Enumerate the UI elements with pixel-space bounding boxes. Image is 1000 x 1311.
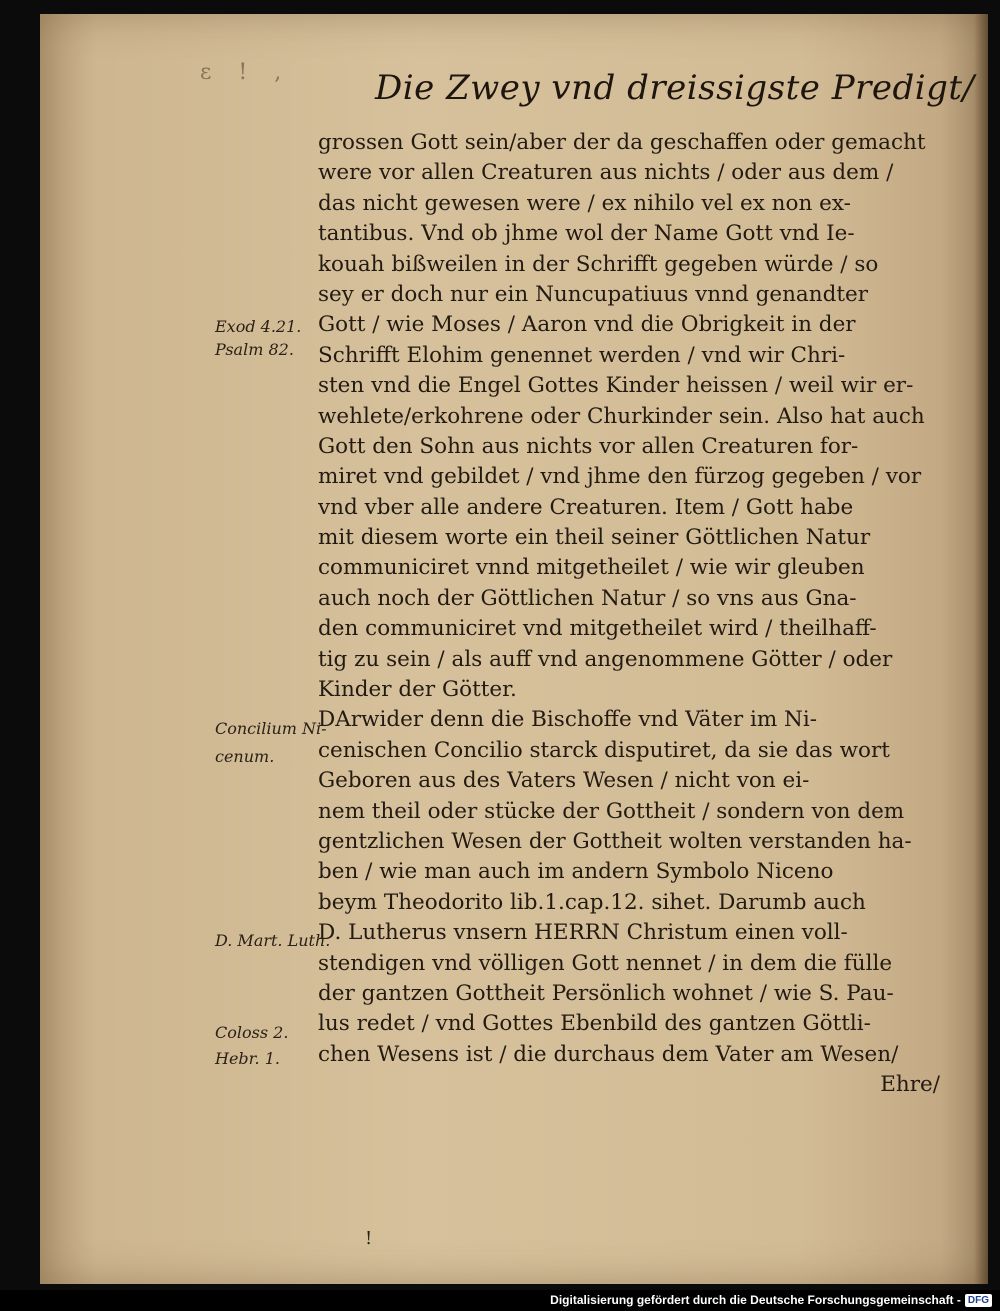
text-line: Gott den Sohn aus nichts vor allen Creaturen for- [318, 433, 859, 459]
text-line: tantibus. Vnd ob jhme wol der Name Gott vnd Ie- [318, 221, 855, 247]
text-line: auch noch der Göttlichen Natur / so vns aus Gna- [318, 585, 857, 611]
page-edge-shadow [974, 14, 988, 1284]
text-line: Geboren aus des Vaters Wesen / nicht von ei- [318, 768, 810, 794]
text-line: communiciret vnnd mitgetheilet / wie wir gleuben [318, 555, 865, 581]
text-line: das nicht gewesen were / ex nihilo vel ex non ex- [318, 190, 851, 216]
text-line: lus redet / vnd Gottes Ebenbild des gantzen Göttli- [318, 1011, 871, 1037]
text-line: wehlete/erkohrene oder Churkinder sein. Also hat auch [318, 403, 925, 429]
text-line: stendigen vnd völligen Gott nennet / in dem die fülle [318, 950, 893, 976]
text-line: kouah bißweilen in der Schrifft gegeben würde / so [318, 251, 879, 277]
text-line: DArwider denn die Bischoffe vnd Väter im Ni- [318, 707, 817, 733]
text-line: miret vnd gebildet / vnd jhme den fürzog gegeben / vor [318, 464, 922, 490]
text-line: ben / wie man auch im andern Symbolo Niceno [318, 859, 834, 885]
text-line: Schrifft Elohim genennet werden / vnd wir Chri- [318, 342, 846, 368]
digitization-footer [550, 1293, 992, 1307]
text-line: tig zu sein / als auff vnd angenommene Götter / oder [318, 646, 893, 672]
dfg-logo-icon: DFG [965, 1294, 992, 1307]
margin-note-exodus: Exod 4.21. [215, 317, 302, 336]
header-marks: ɛ ! , [200, 60, 292, 85]
text-line: grossen Gott sein/aber der da geschaffen oder gemacht [318, 130, 926, 155]
text-line: den communiciret vnd mitgetheilet wird / theilhaff- [318, 616, 877, 642]
margin-note-luther: D. Mart. Luth. [215, 931, 331, 950]
text-line: gentzlichen Wesen der Gottheit wolten verstanden ha- [318, 828, 912, 854]
bottom-mark: ! [365, 1228, 373, 1249]
text-line: cenischen Concilio starck disputiret, da sie das wort [318, 737, 890, 763]
text-line: beym Theodorito lib.1.cap.12. sihet. Darumb auch [318, 889, 866, 915]
footer-credit: Digitalisierung gefördert durch die Deutsche Forschungsgemeinschaft - [550, 1293, 961, 1307]
text-line: sten vnd die Engel Gottes Kinder heissen / weil wir er- [318, 373, 914, 399]
text-line: D. Lutherus vnsern HERRN Christum einen voll- [318, 920, 848, 946]
margin-note-psalm: Psalm 82. [215, 340, 294, 359]
margin-note-concilium: Concilium Ni- [215, 719, 327, 738]
text-line: Gott / wie Moses / Aaron vnd die Obrigkeit in der [318, 312, 856, 338]
text-line: mit diesem worte ein theil seiner Göttlichen Natur [318, 525, 871, 551]
text-line: der gantzen Gottheit Persönlich wohnet / wie S. Pau- [318, 980, 894, 1006]
margin-note-nicenum: cenum. [215, 747, 275, 766]
text-line: chen Wesens ist / die durchaus dem Vater am Wesen/ [318, 1041, 899, 1067]
margin-note-hebr: Hebr. 1. [215, 1049, 280, 1068]
body-text [318, 128, 948, 1101]
text-line: Kinder der Götter. [318, 677, 517, 703]
text-line: nem theil oder stücke der Gottheit / sondern von dem [318, 798, 905, 824]
text-line: vnd vber alle andere Creaturen. Item / Gott habe [318, 494, 854, 520]
catchword: Ehre/ [880, 1072, 940, 1098]
text-line: sey er doch nur ein Nuncupatiuus vnnd genandter [318, 281, 868, 307]
text-line: were vor allen Creaturen aus nichts / oder aus dem / [318, 160, 894, 186]
margin-note-coloss: Coloss 2. [215, 1023, 289, 1042]
running-head: Die Zwey vnd dreissigste Predigt/ [375, 68, 975, 108]
